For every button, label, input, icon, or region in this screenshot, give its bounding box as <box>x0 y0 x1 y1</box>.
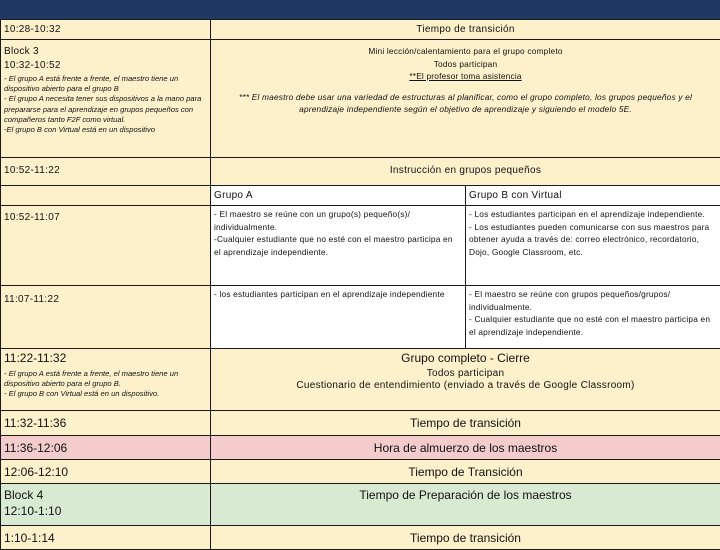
activity-cell: Tiempo de transición <box>211 526 720 550</box>
group-b-cell <box>466 206 720 286</box>
table-row <box>1 460 720 484</box>
group-a-cell <box>211 206 466 286</box>
table-row <box>1 411 720 436</box>
block3-cell <box>1 40 211 158</box>
group-a-cell <box>211 286 466 349</box>
activity-cell: Tiempo de Preparación de los maestros <box>211 484 720 526</box>
group-a-line: -Cualquier estudiante que no esté con el maestro participa en el aprendizaje independiente. <box>214 233 462 258</box>
activity-cell <box>211 40 720 158</box>
activity-line: Todos participan <box>214 368 717 379</box>
time-cell: 11:07-11:22 <box>1 286 211 349</box>
group-note: -El grupo B con Virtual está en un dispositivo <box>4 125 207 135</box>
group-a-line: - los estudiantes participan en el aprendizaje independiente <box>214 288 462 301</box>
group-a-line: - El maestro se reúne con un grupo(s) pequeño(s)/ individualmente. <box>214 208 462 233</box>
group-b-header: Grupo B con Virtual <box>466 186 720 206</box>
time-cell: 10:28-10:32 <box>1 20 211 40</box>
table-row <box>1 40 720 158</box>
attendance-note: **El profesor toma asistencia <box>214 70 717 83</box>
closing-time-cell <box>1 349 211 411</box>
group-b-line: - Los estudiantes participan en el aprendizaje independiente. <box>469 208 717 221</box>
activity-title: Grupo completo - Cierre <box>214 351 717 365</box>
time-cell: 10:52-11:07 <box>1 206 211 286</box>
table-row <box>1 526 720 550</box>
time-label: 10:32-10:52 <box>4 60 207 71</box>
group-b-line: - El maestro se reúne con grupos pequeños/grupos/ individualmente. <box>469 288 717 313</box>
group-b-line: - Cualquier estudiante que no esté con el maestro participa en el aprendizaje independiente. <box>469 313 717 338</box>
time-cell: 11:32-11:36 <box>1 411 211 436</box>
activity-cell: Instrucción en grupos pequeños <box>211 158 720 186</box>
activity-cell: Hora de almuerzo de los maestros <box>211 436 720 460</box>
group-b-cell <box>466 286 720 349</box>
time-cell: 11:36-12:06 <box>1 436 211 460</box>
activity-line: Cuestionario de entendimiento (enviado a través de Google Classroom) <box>214 380 717 391</box>
group-note: - El grupo A está frente a frente, el maestro tiene un dispositivo abierto para el grupo B <box>4 74 207 94</box>
block4-cell <box>1 484 211 526</box>
table-row <box>1 206 720 286</box>
table-row <box>1 484 720 526</box>
table-row <box>1 20 720 40</box>
schedule-table <box>0 19 720 550</box>
time-label: 11:22-11:32 <box>4 351 207 365</box>
group-b-line: - Los estudiantes pueden comunicarse con sus maestros para obtener ayuda a través de: correo electrónico, recordatorio, Dojo, Google Classroom, etc. <box>469 221 717 259</box>
activity-cell: Tiempo de transición <box>211 20 720 40</box>
table-row <box>1 186 720 206</box>
activity-cell: Tiempo de Transición <box>211 460 720 484</box>
table-row <box>1 436 720 460</box>
activity-cell: Tiempo de transición <box>211 411 720 436</box>
top-banner <box>0 0 720 19</box>
teacher-note: *** El maestro debe usar una variedad de estructuras al planificar, como el grupo completo, los grupos pequeños y el aprendizaje independiente según el objetivo de aprendizaje y siguiendo el modelo 5E. <box>214 91 717 116</box>
block-label: Block 4 <box>4 488 207 502</box>
activity-cell <box>211 349 720 411</box>
group-note: - El grupo B con Virtual está en un dispositivo. <box>4 389 207 399</box>
group-note: - El grupo A necesita tener sus dispositivos a la mano para prepararse para el aprendizaje en grupos pequeños con compañeros tanto F2F como virtual. <box>4 94 207 125</box>
activity-line: Mini lección/calentamiento para el grupo completo <box>214 45 717 58</box>
time-cell: 10:52-11:22 <box>1 158 211 186</box>
table-row <box>1 158 720 186</box>
empty-cell <box>1 186 211 206</box>
group-a-header: Grupo A <box>211 186 466 206</box>
activity-line: Todos participan <box>214 58 717 71</box>
table-row <box>1 349 720 411</box>
time-label: 12:10-1:10 <box>4 504 207 518</box>
time-cell: 1:10-1:14 <box>1 526 211 550</box>
group-note: - El grupo A está frente a frente, el maestro tiene un dispositivo abierto para el grupo B. <box>4 369 207 389</box>
time-cell: 12:06-12:10 <box>1 460 211 484</box>
block-label: Block 3 <box>4 46 207 57</box>
table-row <box>1 286 720 349</box>
